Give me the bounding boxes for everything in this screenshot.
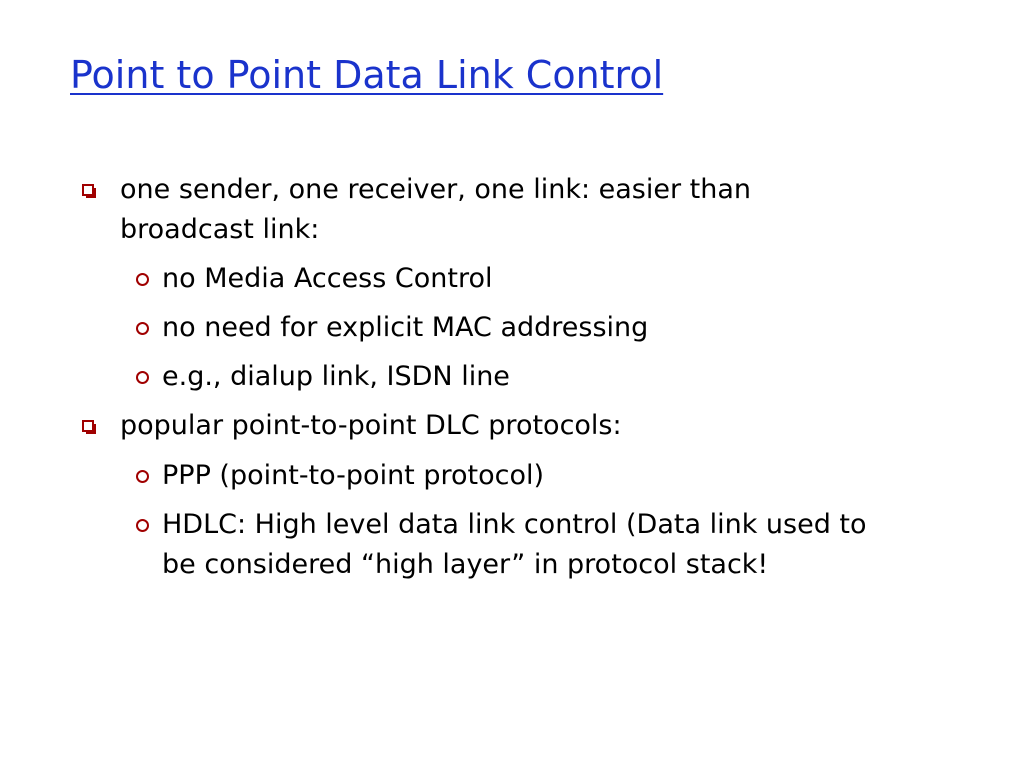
sub-bullet-text: HDLC: High level data link control (Data link used to be considered “high layer” in protocol stack! [162,509,867,580]
bullet-text: popular point-to-point DLC protocols: [120,410,622,441]
bullet-text: one sender, one receiver, one link: easier than broadcast link: [120,174,752,245]
circle-bullet-icon [132,259,162,290]
sub-bullet-item [132,308,932,348]
sub-bullet-text: e.g., dialup link, ISDN line [162,361,510,392]
sub-bullet-item [132,259,932,299]
sub-bullet-text: no Media Access Control [162,263,493,294]
checkbox-square-icon [80,406,120,436]
bullet-item [80,406,880,446]
checkbox-square-icon [80,170,120,200]
circle-bullet-icon [132,456,162,487]
circle-bullet-icon [132,505,162,536]
sub-bullet-text: PPP (point-to-point protocol) [162,460,545,491]
sub-bullet-text: no need for explicit MAC addressing [162,312,649,343]
circle-bullet-icon [132,357,162,388]
sub-bullet-item [132,456,932,496]
slide-title: Point to Point Data Link Control [70,53,664,97]
circle-bullet-icon [132,308,162,339]
sub-bullet-item [132,505,892,585]
bullet-item [80,170,880,250]
sub-bullet-item [132,357,932,397]
